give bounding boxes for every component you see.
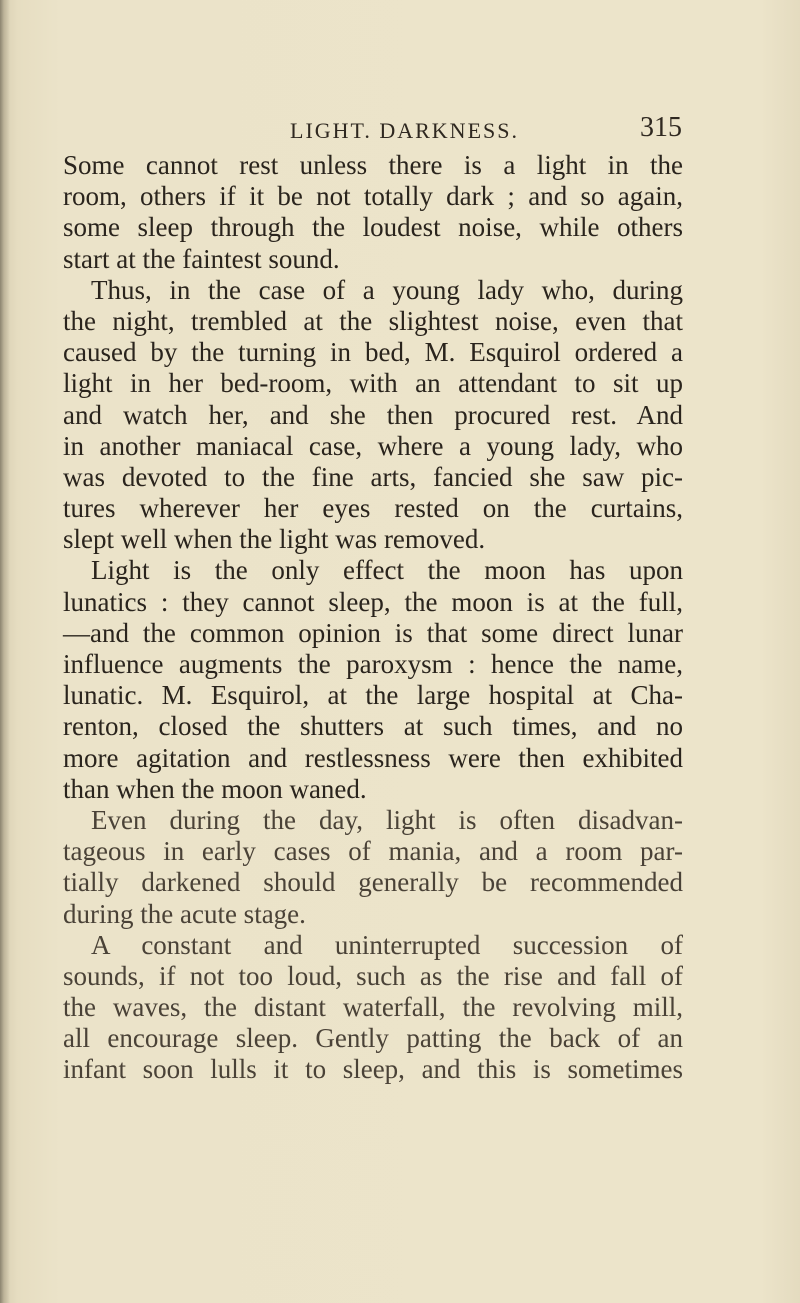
text-line: slept well when the light was removed. bbox=[63, 524, 486, 555]
text-line: sounds, if not too loud, such as the rise and fall of bbox=[63, 960, 683, 991]
text-line: A constant and uninterrupted succession of bbox=[91, 929, 683, 960]
text-line: Thus, in the case of a young lady who, during bbox=[91, 274, 683, 305]
running-head bbox=[290, 112, 690, 152]
text-line: more agitation and restlessness were then exhibited bbox=[63, 742, 683, 773]
running-head-title: LIGHT. DARKNESS. bbox=[290, 118, 519, 143]
body-text bbox=[63, 150, 683, 1086]
text-line: tially darkened should generally be recommended bbox=[63, 867, 683, 898]
text-line: renton, closed the shutters at such times, and no bbox=[63, 711, 683, 742]
text-line: the waves, the distant waterfall, the revolving mill, bbox=[63, 992, 683, 1023]
text-line: was devoted to the fine arts, fancied she saw pic- bbox=[63, 461, 683, 492]
page-number: 315 bbox=[640, 112, 682, 143]
text-line: in another maniacal case, where a young lady, who bbox=[63, 430, 683, 461]
text-line: the night, trembled at the slightest noise, even that bbox=[63, 305, 683, 336]
text-line: influence augments the paroxysm : hence the name, bbox=[63, 649, 683, 679]
text-line: Even during the day, light is often disadvan- bbox=[91, 804, 683, 835]
text-line: lunatics : they cannot sleep, the moon is at the full, bbox=[63, 586, 683, 617]
text-line: than when the moon waned. bbox=[63, 773, 367, 804]
text-line: —and the common opinion is that some direct lunar bbox=[63, 617, 683, 648]
text-line: tageous in early cases of mania, and a room par- bbox=[63, 836, 683, 867]
text-line: during the acute stage. bbox=[63, 898, 306, 929]
text-line: start at the faintest sound. bbox=[63, 243, 340, 274]
text-line: all encourage sleep. Gently patting the back of an bbox=[63, 1023, 683, 1054]
text-line: Some cannot rest unless there is a light in the bbox=[63, 150, 683, 180]
text-line: infant soon lulls it to sleep, and this is sometimes bbox=[63, 1054, 683, 1085]
text-line: light in her bed-room, with an attendant to sit up bbox=[63, 368, 683, 399]
text-line: Light is the only effect the moon has upon bbox=[91, 555, 683, 586]
text-line: room, others if it be not totally dark ; and so again, bbox=[63, 181, 683, 212]
text-line: some sleep through the loudest noise, while others bbox=[63, 212, 683, 243]
text-line: tures wherever her eyes rested on the curtains, bbox=[63, 493, 683, 524]
text-line: lunatic. M. Esquirol, at the large hospital at Cha- bbox=[63, 680, 683, 711]
text-line: caused by the turning in bed, M. Esquirol ordered a bbox=[63, 337, 683, 368]
spine-shadow bbox=[0, 0, 10, 1303]
text-line: and watch her, and she then procured rest. And bbox=[63, 399, 683, 430]
